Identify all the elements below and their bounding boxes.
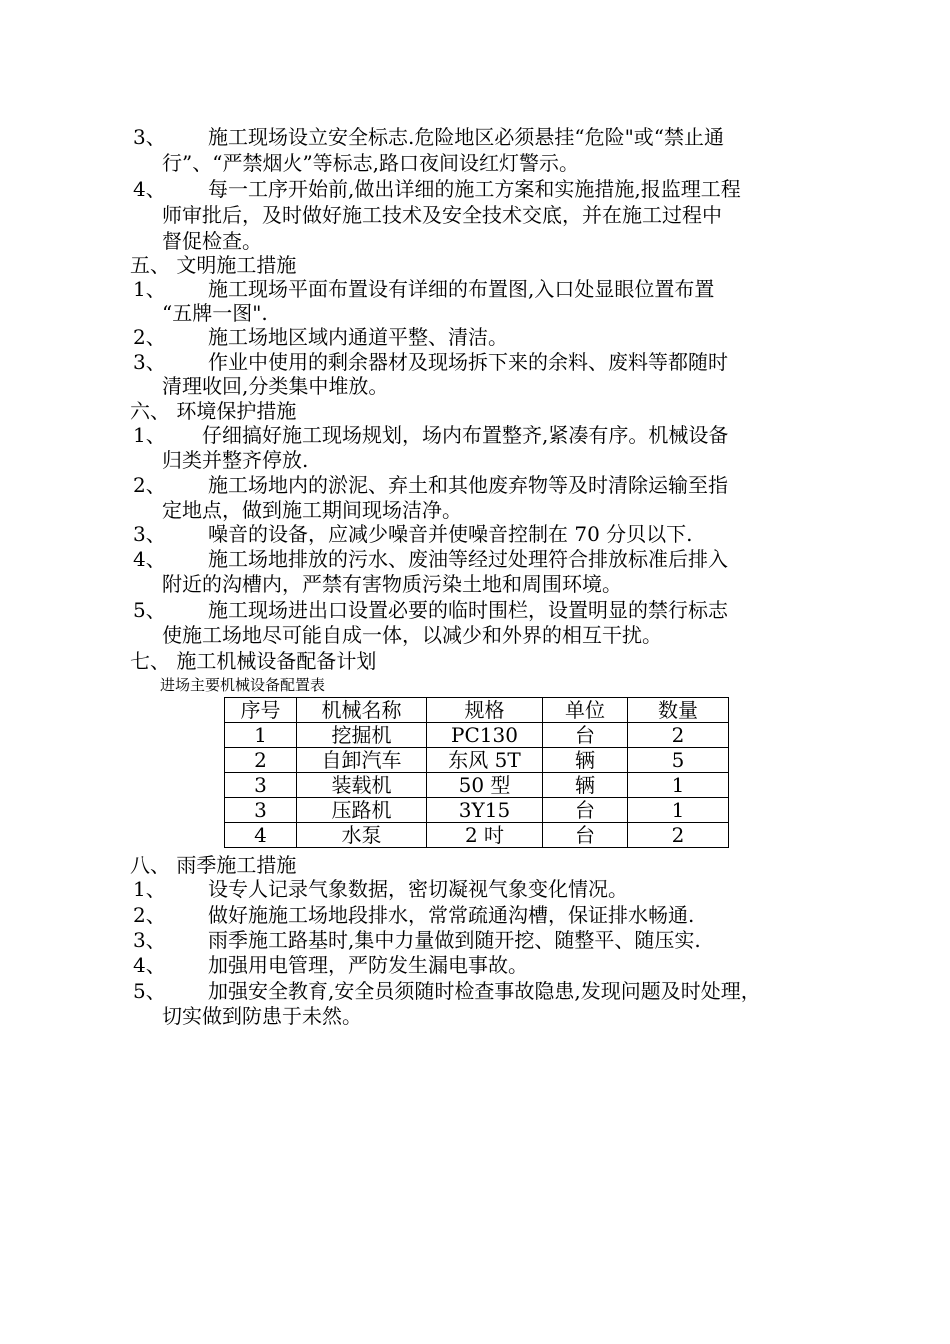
item-text: 施工现场平面布置设有详细的布置图,入口处显眼位置布置: [208, 277, 715, 301]
item-number: 5、: [133, 979, 166, 1003]
item-number: 5、: [133, 598, 166, 622]
item-text: 附近的沟槽内，严禁有害物质污染土地和周围环境。: [162, 572, 622, 596]
table-cell: 台: [543, 798, 628, 823]
table-row: [225, 723, 729, 748]
table-row: [225, 823, 729, 848]
table-cell: 压路机: [297, 798, 427, 823]
item-text: “五牌一图".: [162, 301, 268, 325]
table-cell: 2: [225, 748, 297, 773]
item-text: 施工现场进出口设置必要的临时围栏，设置明显的禁行标志: [208, 598, 728, 622]
table-cell: 2: [628, 723, 729, 748]
item-number: 4、: [133, 547, 166, 571]
table-cell: 自卸汽车: [297, 748, 427, 773]
table-cell: 1: [225, 723, 297, 748]
item-text: 督促检查。: [162, 229, 262, 253]
table-cell: 东风 5T: [427, 748, 543, 773]
table-cell: 1: [628, 798, 729, 823]
item-text: 仔细搞好施工现场规划，场内布置整齐,紧凑有序。机械设备: [202, 423, 729, 447]
table-caption: 进场主要机械设备配置表: [160, 676, 326, 694]
item-text: 加强安全教育,安全员须随时检查事故隐患,发现问题及时处理，: [208, 979, 761, 1003]
section-heading: 七、 施工机械设备配备计划: [130, 649, 377, 673]
item-number: 2、: [133, 325, 166, 349]
item-text: 设专人记录气象数据，密切凝视气象变化情况。: [208, 877, 628, 901]
item-number: 3、: [133, 928, 166, 952]
table-cell: 4: [225, 823, 297, 848]
item-text: 施工场地排放的污水、废油等经过处理符合排放标准后排入: [208, 547, 728, 571]
section-heading: 八、 雨季施工措施: [130, 853, 297, 877]
item-text: 归类并整齐停放.: [162, 448, 309, 472]
table-cell: 2: [628, 823, 729, 848]
item-text: 施工现场设立安全标志.危险地区必须悬挂“危险"或“禁止通: [208, 125, 725, 149]
table-cell: 辆: [543, 773, 628, 798]
table-cell: 台: [543, 723, 628, 748]
item-text: 施工场地区域内通道平整、清洁。: [208, 325, 508, 349]
header-cell: 规格: [427, 698, 543, 723]
table-cell: PC130: [427, 723, 543, 748]
item-text: 行”、“严禁烟火”等标志,路口夜间设红灯警示。: [162, 151, 580, 175]
section-heading: 六、 环境保护措施: [130, 399, 297, 423]
table-cell: 装载机: [297, 773, 427, 798]
item-number: 4、: [133, 953, 166, 977]
item-number: 1、: [133, 423, 166, 447]
item-number: 3、: [133, 125, 166, 149]
table-cell: 50 型: [427, 773, 543, 798]
item-number: 2、: [133, 473, 166, 497]
item-text: 施工场地内的淤泥、弃土和其他废弃物等及时清除运输至指: [208, 473, 728, 497]
table-cell: 水泵: [297, 823, 427, 848]
header-cell: 数量: [628, 698, 729, 723]
header-cell: 机械名称: [297, 698, 427, 723]
item-text: 噪音的设备，应减少噪音并使噪音控制在 70 分贝以下.: [208, 522, 693, 546]
item-number: 4、: [133, 177, 166, 201]
item-text: 做好施施工场地段排水，常常疏通沟槽，保证排水畅通.: [208, 903, 695, 927]
item-text: 作业中使用的剩余器材及现场拆下来的余料、废料等都随时: [208, 350, 728, 374]
table-cell: 1: [628, 773, 729, 798]
table-cell: 2 吋: [427, 823, 543, 848]
item-number: 3、: [133, 350, 166, 374]
item-text: 定地点，做到施工期间现场洁净。: [162, 498, 462, 522]
item-number: 3、: [133, 522, 166, 546]
table-row: [225, 798, 729, 823]
item-text: 师审批后，及时做好施工技术及安全技术交底，并在施工过程中: [162, 203, 722, 227]
item-text: 加强用电管理，严防发生漏电事故。: [208, 953, 528, 977]
table-row: [225, 773, 729, 798]
table-cell: 3Y15: [427, 798, 543, 823]
section-heading: 五、 文明施工措施: [130, 253, 297, 277]
table-row: [225, 748, 729, 773]
item-number: 1、: [133, 877, 166, 901]
item-text: 雨季施工路基时,集中力量做到随开挖、随整平、随压实.: [208, 928, 701, 952]
item-text: 每一工序开始前,做出详细的施工方案和实施措施,报监理工程: [208, 177, 741, 201]
header-cell: 单位: [543, 698, 628, 723]
item-number: 1、: [133, 277, 166, 301]
table-cell: 挖掘机: [297, 723, 427, 748]
table-cell: 3: [225, 798, 297, 823]
item-text: 使施工场地尽可能自成一体，以减少和外界的相互干扰。: [162, 623, 662, 647]
item-number: 2、: [133, 903, 166, 927]
item-text: 清理收回,分类集中堆放。: [162, 374, 389, 398]
table-cell: 5: [628, 748, 729, 773]
header-cell: 序号: [225, 698, 297, 723]
equipment-table: [224, 697, 729, 848]
item-text: 切实做到防患于未然。: [162, 1004, 362, 1028]
table-header-row: [225, 698, 729, 723]
table-cell: 3: [225, 773, 297, 798]
table-cell: 台: [543, 823, 628, 848]
table-cell: 辆: [543, 748, 628, 773]
